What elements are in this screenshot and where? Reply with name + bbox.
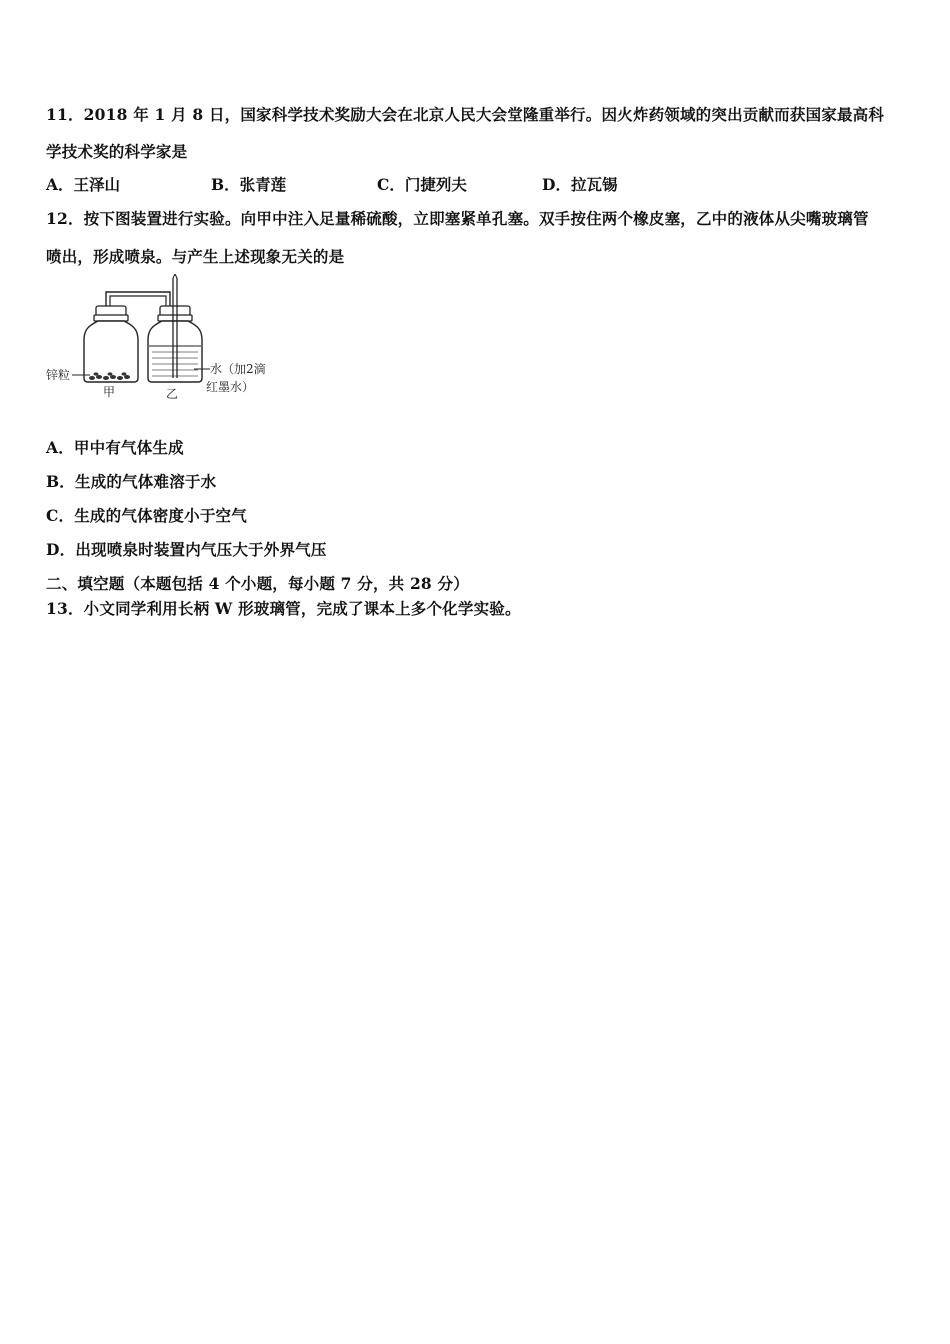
fountain-apparatus-figure: [44, 274, 284, 404]
q11-option-c: C．门捷列夫: [377, 175, 467, 194]
q13-stem-line1: 13．小文同学利用长柄 W 形玻璃管，完成了课本上多个化学实验。: [46, 599, 521, 618]
q12-option-b: B．生成的气体难溶于水: [46, 472, 217, 491]
q12-stem-line2: 喷出，形成喷泉。与产生上述现象无关的是: [46, 247, 345, 266]
q11-stem-line2: 学技术奖的科学家是: [46, 142, 188, 161]
label-water-line1: 水（加2滴: [210, 362, 266, 376]
label-zinc: 锌粒: [46, 368, 71, 382]
bottle-yi: [148, 274, 202, 382]
label-water-line2: 红墨水）: [206, 380, 255, 394]
q12-option-a: A．甲中有气体生成: [46, 438, 184, 457]
q12-stem-line1: 12．按下图装置进行实验。向甲中注入足量稀硫酸，立即塞紧单孔塞。双手按住两个橡皮塞，乙中的液体从尖嘴玻璃管: [46, 209, 869, 228]
q11-option-b: B．张青莲: [211, 175, 287, 194]
label-jia: 甲: [103, 385, 116, 399]
q11-option-a: A．王泽山: [46, 175, 121, 194]
section-title-fill-in: 二、填空题（本题包括 4 个小题，每小题 7 分，共 28 分）: [46, 574, 469, 593]
label-yi: 乙: [166, 387, 179, 401]
q11-option-d: D．拉瓦锡: [542, 175, 618, 194]
bottle-jia: [84, 306, 138, 382]
q12-option-d: D．出现喷泉时装置内气压大于外界气压: [46, 540, 327, 559]
q12-option-c: C．生成的气体密度小于空气: [46, 506, 247, 525]
q11-stem-line1: 11．2018 年 1 月 8 日，国家科学技术奖励大会在北京人民大会堂隆重举行。因火炸药领域的突出贡献而获国家最高科: [46, 105, 885, 124]
